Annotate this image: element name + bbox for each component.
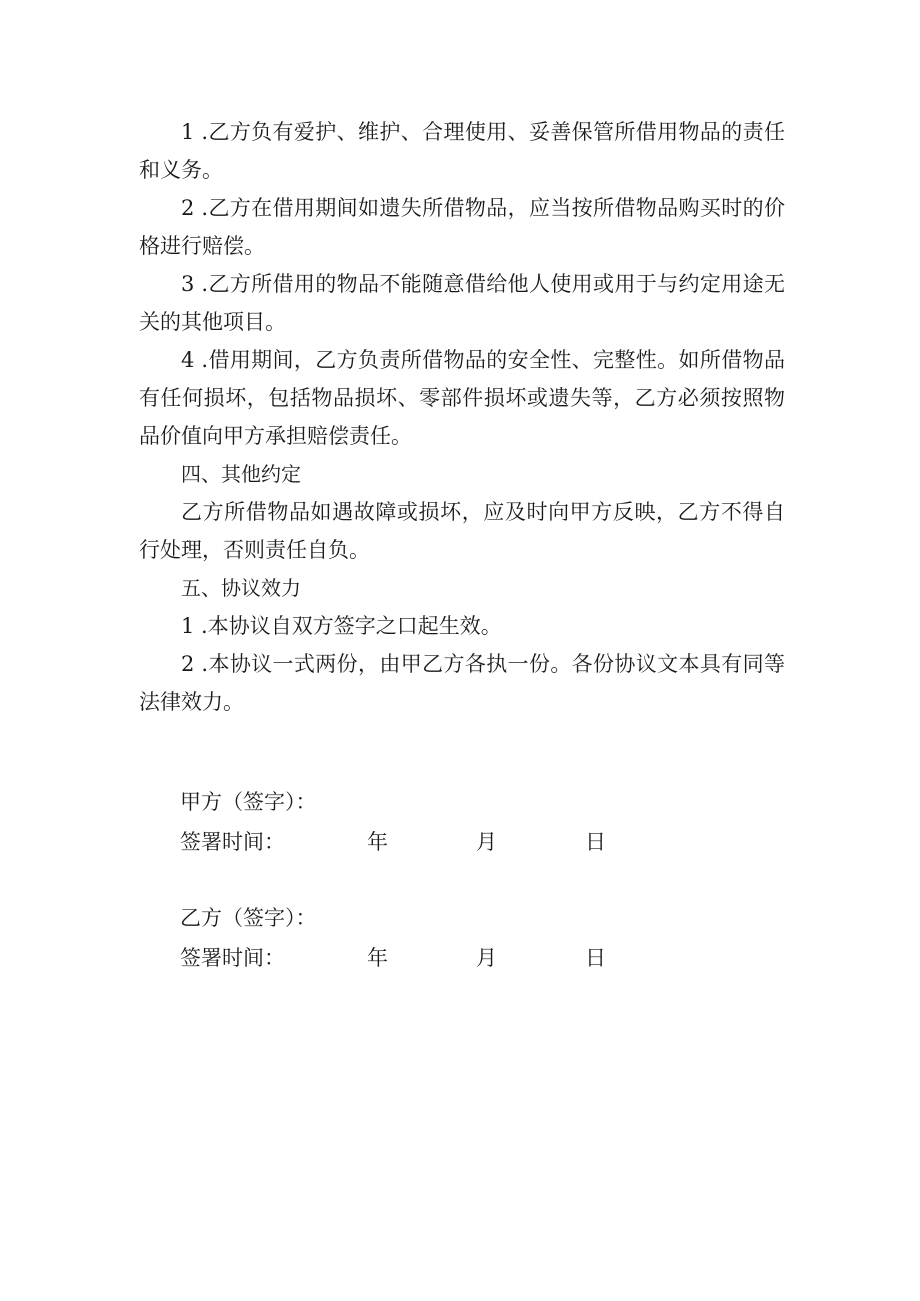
clause-3: 3 .乙方所借用的物品不能随意借给他人使用或用于与约定用途无关的其他项目。: [139, 272, 785, 334]
signature-date-line: [180, 822, 740, 862]
signing-date-label: 签署时间：: [180, 830, 285, 854]
month-label: 月: [476, 946, 497, 970]
signature-line: [180, 782, 740, 822]
day-label: 日: [585, 830, 606, 854]
section-heading-validity: 五、协议效力: [181, 576, 301, 600]
signing-date-label: 签署时间：: [180, 946, 285, 970]
clause-1: 1 .乙方负有爱护、维护、合理使用、妥善保管所借用物品的责任和义务。: [139, 120, 785, 182]
section-heading-other-terms: 四、其他约定: [181, 462, 301, 486]
validity-item-2: 2 .本协议一式两份，由甲乙方各执一份。各份协议文本具有同等法律效力。: [139, 652, 785, 714]
other-terms-text: 乙方所借物品如遇故障或损坏，应及时向甲方反映，乙方不得自行处理，否则责任自负。: [139, 500, 785, 562]
signature-date-line: [180, 938, 740, 978]
agreement-body: [139, 113, 785, 721]
signature-block-party-a: [180, 782, 740, 862]
year-label: 年: [367, 946, 388, 970]
signature-block-party-b: [180, 898, 740, 978]
party-b-signature-label: 乙方（签字）：: [180, 906, 317, 930]
clause-4: 4 .借用期间，乙方负责所借物品的安全性、完整性。如所借物品有任何损坏，包括物品损坏、零部件损坏或遗失等，乙方必须按照物品价值向甲方承担赔偿责任。: [139, 348, 785, 448]
year-label: 年: [367, 830, 388, 854]
month-label: 月: [476, 830, 497, 854]
validity-item-1: 1 .本协议自双方签字之口起生效。: [181, 614, 502, 638]
signature-line: [180, 898, 740, 938]
clause-2: 2 .乙方在借用期间如遗失所借物品，应当按所借物品购买时的价格进行赔偿。: [139, 196, 785, 258]
party-a-signature-label: 甲方（签字）：: [180, 790, 317, 814]
day-label: 日: [585, 946, 606, 970]
